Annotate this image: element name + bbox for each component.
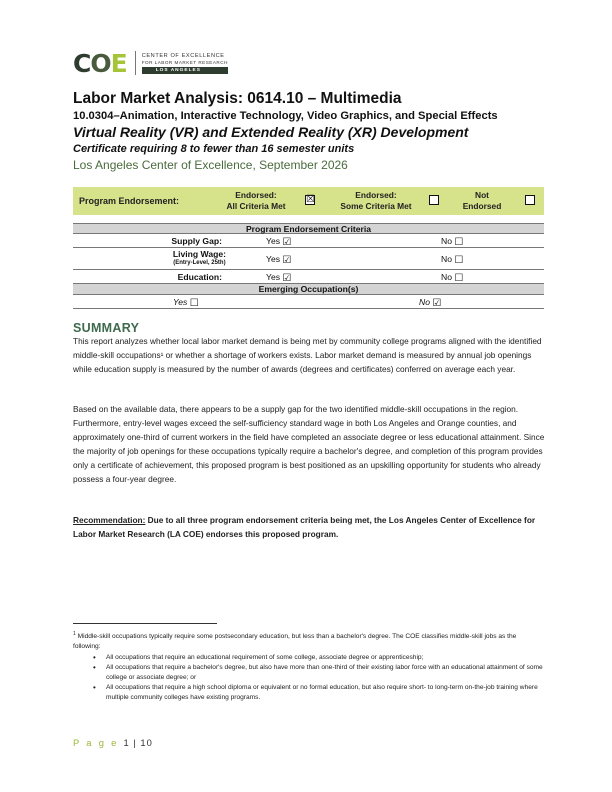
no-text: No — [441, 236, 452, 246]
endorsed-all-line1: Endorsed: — [235, 190, 277, 200]
criteria-label: Supply Gap: — [171, 236, 222, 246]
yes-text: Yes — [266, 254, 281, 264]
emerging-yes — [173, 297, 199, 308]
criteria-yes — [266, 272, 291, 283]
criteria-no — [441, 254, 463, 265]
criteria-row-education — [73, 270, 544, 284]
endorsement-label: Program Endorsement: — [79, 196, 180, 206]
report-subtitle: 10.0304–Animation, Interactive Technology, Video Graphics, and Special Effects — [73, 110, 498, 122]
endorsed-all-checkbox[interactable]: ☒ — [306, 194, 315, 205]
checked-box-icon[interactable]: ☑ — [282, 237, 292, 248]
endorsed-some-line2: Some Criteria Met — [340, 201, 412, 211]
footnote-divider — [73, 623, 217, 624]
checked-box-icon[interactable]: ☑ — [282, 273, 292, 284]
footnote-text: Middle-skill occupations typically require some postsecondary education, but less than a bachelor's degree. The COE classifies middle-skill jobs as the following: — [73, 633, 517, 651]
coe-logo — [73, 50, 228, 76]
criteria-label-text: Living Wage: — [172, 249, 226, 259]
not-endorsed-option — [449, 190, 515, 212]
criteria-label — [173, 249, 226, 267]
logo-line-1: CENTER OF EXCELLENCE — [141, 52, 225, 59]
empty-box-icon[interactable]: ☐ — [454, 237, 464, 248]
page-number — [73, 737, 153, 748]
logo-region: LOS ANGELES — [142, 67, 228, 74]
list-item: • All occupations that require a high school diploma or equivalent or no formal education, but also require short- to long-term on-the-job training where multiple community colleges have existing programs. — [73, 683, 545, 703]
emerging-no — [419, 297, 441, 308]
not-endorsed-line1: Not — [475, 190, 489, 200]
logo-divider — [135, 51, 136, 75]
criteria-yes — [266, 254, 291, 265]
endorsed-all-option — [211, 190, 301, 212]
criteria-yes — [266, 236, 291, 247]
recommendation-paragraph — [73, 514, 545, 542]
logo-letter-o: O — [90, 48, 111, 78]
coe-logo-mark — [73, 48, 127, 78]
list-item: • All occupations that require a bachelor's degree, but also have more than one-third of their existing labor force with an educational attainment of some college or associate degree; or — [73, 663, 545, 683]
footnote-list — [73, 653, 545, 704]
yes-text: Yes — [266, 272, 281, 282]
logo-letter-c: C — [73, 48, 91, 78]
page-word: P a g e — [73, 737, 119, 748]
logo-text — [142, 53, 228, 74]
program-name: Virtual Reality (VR) and Extended Reality (XR) Development — [73, 124, 469, 140]
endorsed-some-checkbox[interactable] — [429, 195, 439, 205]
empty-box-icon[interactable]: ☐ — [454, 273, 464, 284]
criteria-no — [441, 236, 463, 247]
summary-paragraph-2: Based on the available data, there appears to be a supply gap for the two identified middle-skill occupations in the region. Furthermore, entry-level wages exceed the self-sufficiency standard wage in both Los Angeles and Orange counties, and approximately one-third of current workers in the field have completed an associate degree or less educational attainment. Since the majority of job openings for these occupations typically require a bachelor's degree, and completion of this program provides only a certificate of achievement, this proposed program is best positioned as an upskilling opportunity for students who already possess a four-year degree. — [73, 404, 545, 484]
summary-paragraph-1: This report analyzes whether local labor market demand is being met by community college programs aligned with the identified middle-skill occupations¹ or whether a shortage of workers exists. Labor market demand is measured by annual job openings while education supply is measured by the number of awards (degrees and certificates) conferred on average each year. — [73, 336, 542, 374]
criteria-label: Education: — [177, 272, 222, 282]
criteria-header: Program Endorsement Criteria — [73, 223, 544, 234]
endorsed-some-line1: Endorsed: — [355, 190, 397, 200]
report-source-date: Los Angeles Center of Excellence, September 2026 — [73, 158, 348, 172]
checked-box-icon[interactable]: ☑ — [432, 298, 442, 309]
empty-box-icon[interactable]: ☐ — [189, 298, 199, 309]
not-endorsed-checkbox[interactable] — [525, 195, 535, 205]
footnote-marker: 1 — [73, 631, 76, 637]
recommendation-text: Due to all three program endorsement criteria being met, the Los Angeles Center of Excellence for Labor Market Research (LA COE) endorses this proposed program. — [73, 515, 536, 539]
yes-text: Yes — [266, 236, 281, 246]
yes-text: Yes — [173, 297, 188, 307]
criteria-row-living-wage — [73, 248, 544, 270]
logo-letter-e: E — [110, 48, 127, 78]
not-endorsed-line2: Endorsed — [462, 201, 502, 211]
footnote-intro — [73, 629, 545, 653]
logo-line-2: FOR LABOR MARKET RESEARCH — [141, 59, 228, 65]
criteria-no — [441, 272, 463, 283]
no-text: No — [419, 297, 430, 307]
criteria-row-supply-gap — [73, 234, 544, 248]
list-item: • All occupations that require an educational requirement of some college, associate degree or apprenticeship; — [73, 653, 545, 663]
program-endorsement-bar — [73, 187, 544, 215]
no-text: No — [441, 272, 452, 282]
endorsement-criteria-table — [73, 223, 544, 309]
summary-heading: SUMMARY — [73, 321, 140, 335]
endorsed-some-option — [326, 190, 426, 212]
emerging-occupation-header: Emerging Occupation(s) — [73, 284, 544, 295]
footnote — [73, 629, 545, 704]
criteria-sublabel: (Entry-Level, 25th) — [173, 260, 226, 266]
recommendation-label: Recommendation: — [73, 515, 146, 525]
no-text: No — [441, 254, 452, 264]
emerging-occupation-row — [73, 295, 544, 309]
checked-box-icon[interactable]: ☑ — [282, 255, 292, 266]
page-count: 1 | 10 — [123, 737, 153, 748]
endorsed-all-line2: All Criteria Met — [226, 201, 286, 211]
report-title: Labor Market Analysis: 0614.10 – Multimedia — [73, 90, 402, 107]
empty-box-icon[interactable]: ☐ — [454, 255, 464, 266]
certificate-units: Certificate requiring 8 to fewer than 16 semester units — [73, 143, 355, 155]
